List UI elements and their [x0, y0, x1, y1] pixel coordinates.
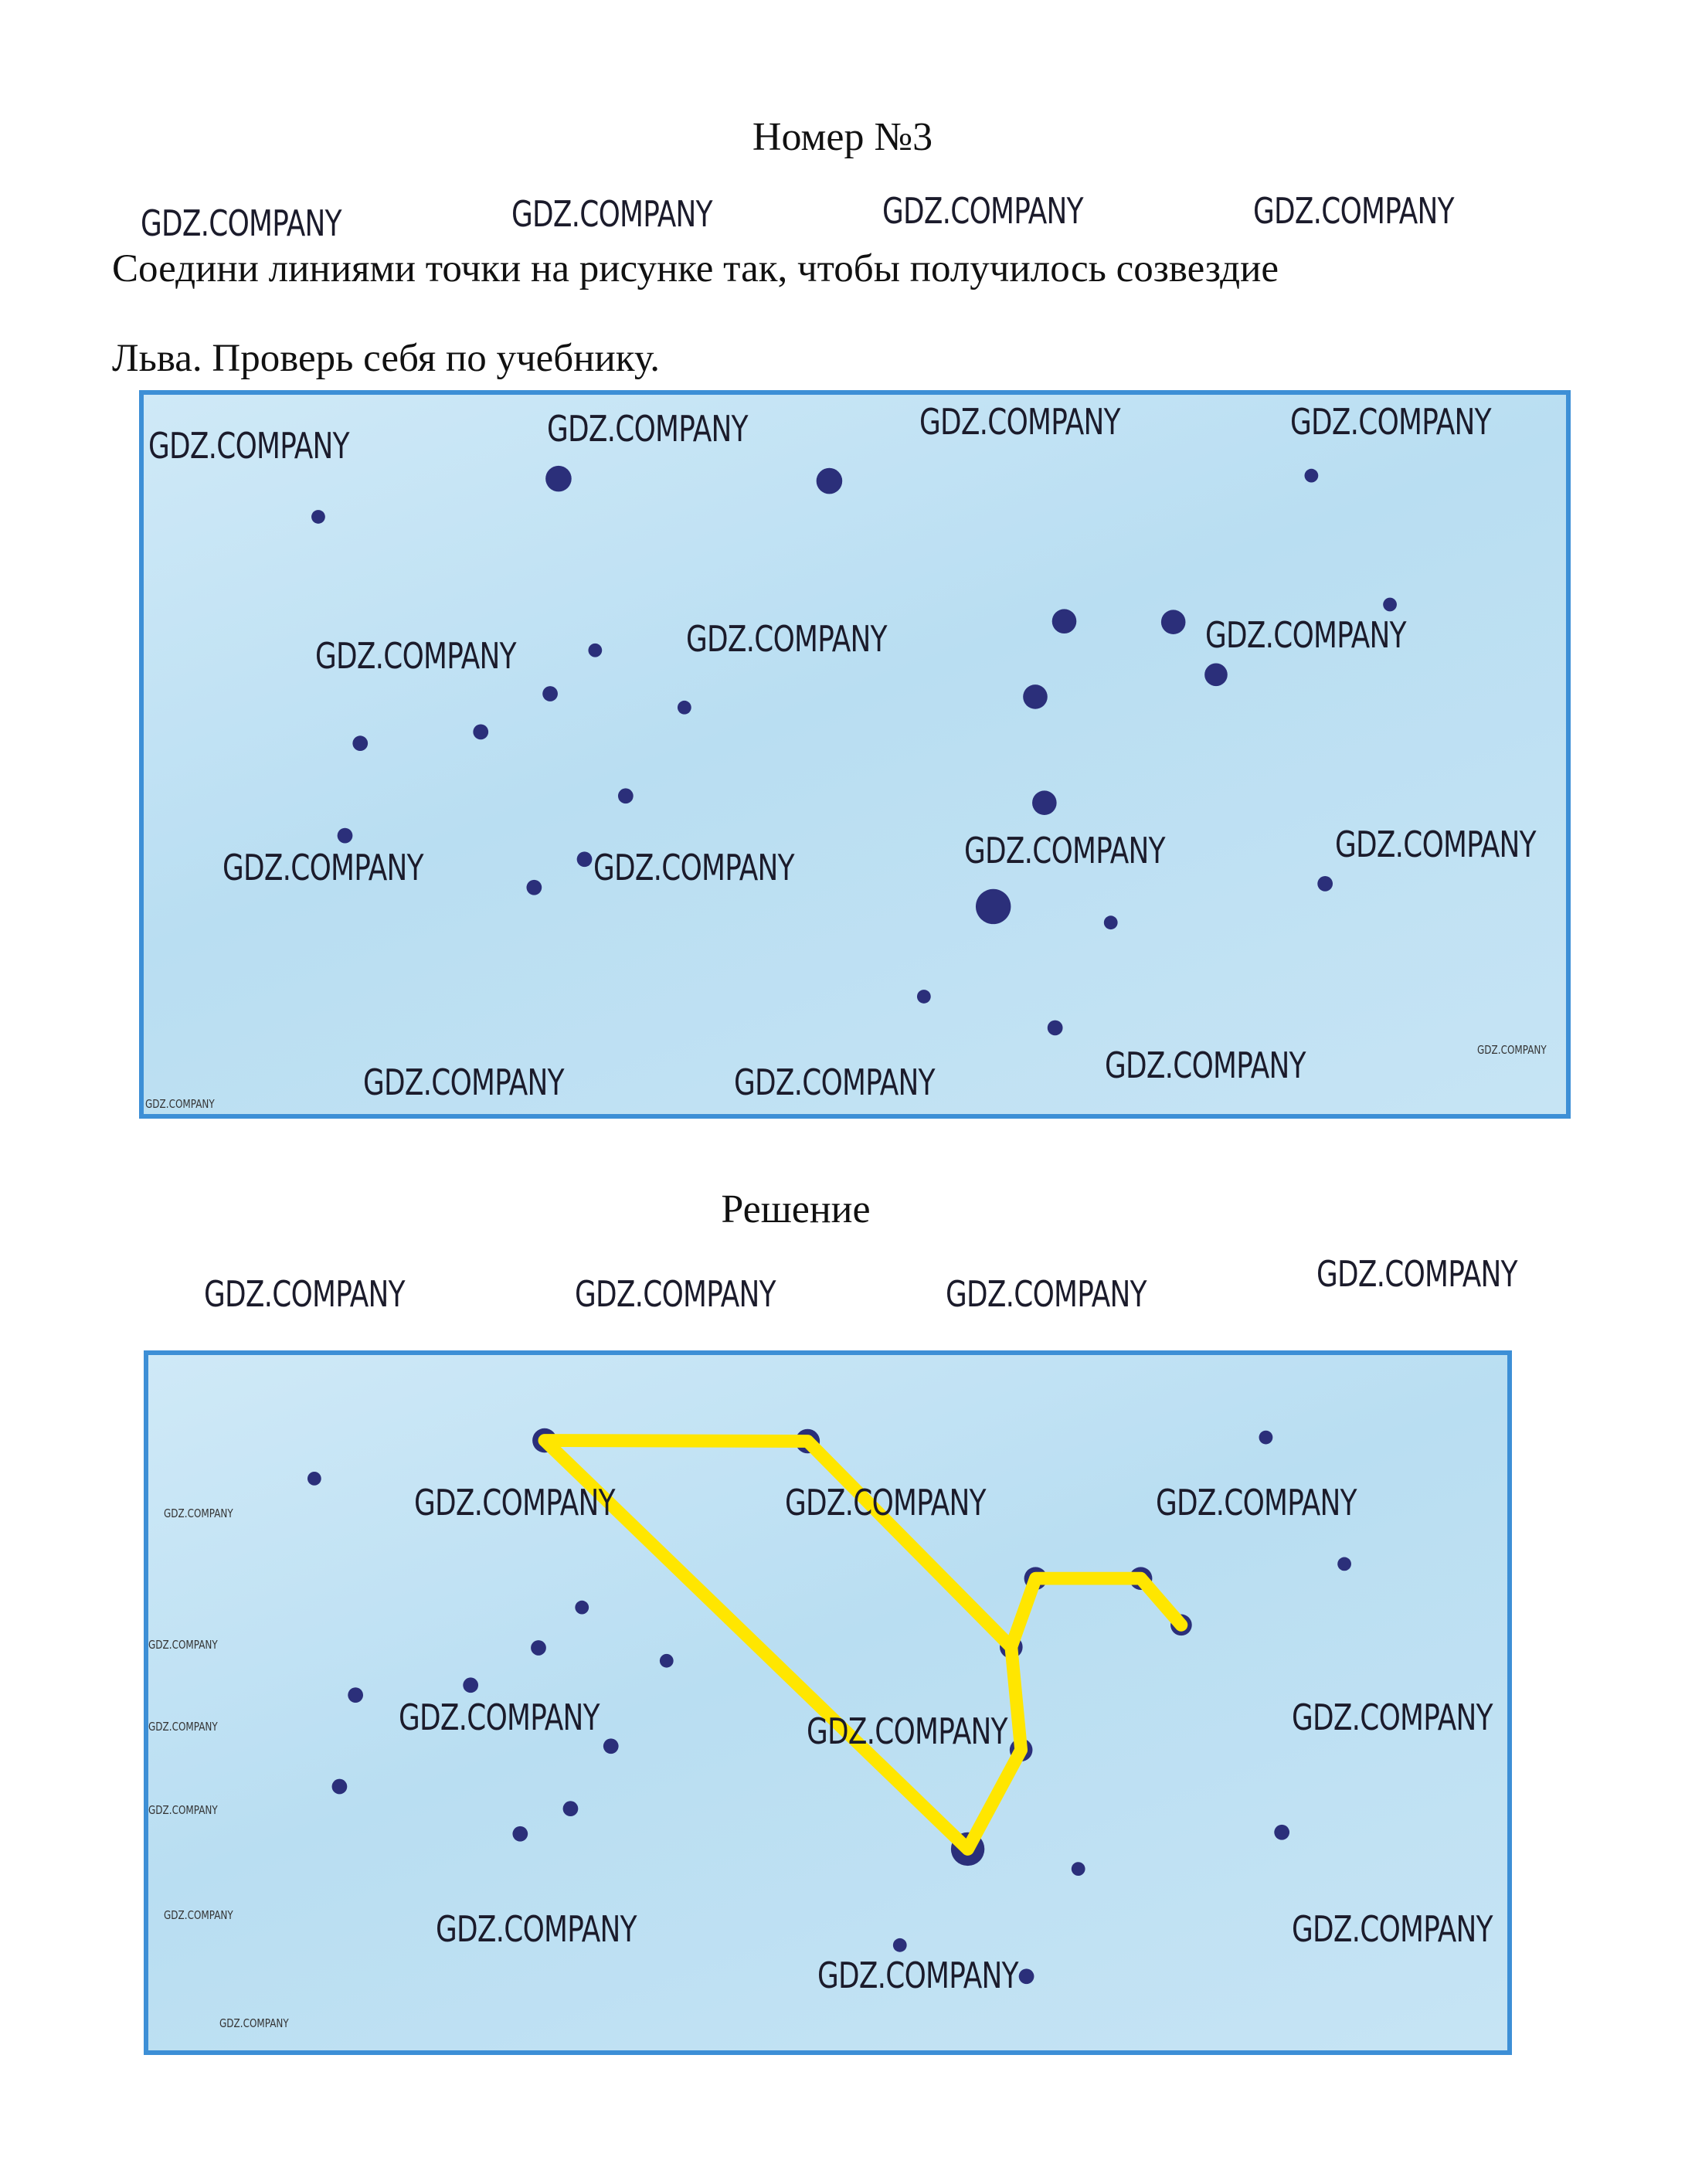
star: [1048, 1021, 1063, 1036]
star: [348, 1687, 363, 1703]
star: [1383, 598, 1397, 612]
star: [1259, 1431, 1273, 1445]
star: [338, 828, 353, 844]
star: [352, 735, 368, 751]
watermark-small: GDZ.COMPANY: [148, 1803, 218, 1817]
star: [545, 466, 572, 492]
leo-constellation-line: [1011, 1578, 1181, 1647]
watermark: GDZ.COMPANY: [1253, 190, 1454, 232]
task-text: [112, 224, 1580, 403]
watermark-small: GDZ.COMPANY: [148, 1720, 218, 1734]
star: [512, 1826, 528, 1842]
star: [917, 990, 931, 1004]
task-line-2: Льва. Проверь себя по учебнику.: [112, 337, 660, 380]
star: [526, 880, 542, 895]
star: [577, 851, 593, 867]
star: [542, 686, 558, 701]
watermark: GDZ.COMPANY: [204, 1273, 405, 1315]
star: [563, 1801, 579, 1816]
star: [463, 1677, 478, 1693]
watermark: GDZ.COMPANY: [964, 830, 1165, 871]
watermark: GDZ.COMPANY: [807, 1710, 1007, 1752]
watermark: GDZ.COMPANY: [436, 1908, 637, 1950]
watermark: GDZ.COMPANY: [882, 190, 1083, 232]
watermark: GDZ.COMPANY: [686, 618, 887, 660]
watermark: GDZ.COMPANY: [315, 635, 516, 677]
star: [311, 510, 325, 524]
star: [1023, 684, 1048, 709]
watermark: GDZ.COMPANY: [785, 1482, 986, 1523]
watermark: GDZ.COMPANY: [547, 408, 748, 450]
star: [473, 725, 488, 740]
watermark: GDZ.COMPANY: [1292, 1697, 1493, 1738]
watermark-small: GDZ.COMPANY: [145, 1097, 215, 1111]
watermark: GDZ.COMPANY: [141, 202, 341, 244]
star: [817, 468, 843, 494]
watermark: GDZ.COMPANY: [1156, 1482, 1357, 1523]
star: [678, 701, 691, 715]
watermark: GDZ.COMPANY: [1292, 1908, 1493, 1950]
star-map-task: [139, 390, 1571, 1119]
watermark-small: GDZ.COMPANY: [148, 1638, 218, 1652]
watermark: GDZ.COMPANY: [817, 1955, 1018, 1996]
watermark: GDZ.COMPANY: [414, 1482, 615, 1523]
star: [1052, 609, 1077, 633]
watermark: GDZ.COMPANY: [946, 1273, 1147, 1315]
star: [588, 644, 602, 657]
star: [575, 1601, 589, 1615]
watermark: GDZ.COMPANY: [593, 847, 794, 888]
watermark: GDZ.COMPANY: [148, 425, 349, 467]
watermark: GDZ.COMPANY: [511, 193, 712, 235]
watermark-small: GDZ.COMPANY: [219, 2016, 289, 2030]
watermark: GDZ.COMPANY: [1335, 824, 1536, 865]
star: [1274, 1825, 1289, 1840]
watermark: GDZ.COMPANY: [363, 1061, 564, 1103]
star: [1104, 915, 1118, 929]
watermark: GDZ.COMPANY: [1316, 1253, 1517, 1295]
page-title: Номер №3: [752, 115, 933, 159]
watermark: GDZ.COMPANY: [734, 1061, 935, 1103]
watermark: GDZ.COMPANY: [1105, 1044, 1306, 1086]
star-field: [144, 395, 1566, 1114]
watermark: GDZ.COMPANY: [1205, 614, 1406, 656]
star: [332, 1779, 348, 1795]
watermark: GDZ.COMPANY: [919, 401, 1120, 443]
watermark: GDZ.COMPANY: [223, 847, 423, 888]
star: [893, 1938, 907, 1952]
star: [1019, 1968, 1034, 1984]
star: [1204, 664, 1228, 687]
star: [660, 1654, 674, 1668]
star: [1072, 1862, 1085, 1876]
star: [618, 788, 634, 803]
star: [1317, 876, 1333, 892]
watermark-small: GDZ.COMPANY: [1477, 1043, 1547, 1057]
star: [531, 1640, 546, 1656]
watermark: GDZ.COMPANY: [399, 1697, 600, 1738]
star: [1337, 1557, 1351, 1571]
solution-title: Решение: [721, 1187, 871, 1231]
task-line-1: Соедини линиями точки на рисунке так, чтобы получилось созвездие: [112, 247, 1279, 290]
watermark-small: GDZ.COMPANY: [164, 1908, 233, 1922]
watermark: GDZ.COMPANY: [1290, 401, 1491, 443]
star: [603, 1738, 619, 1754]
star: [307, 1472, 321, 1486]
star: [1304, 469, 1318, 483]
star: [976, 889, 1011, 924]
watermark-small: GDZ.COMPANY: [164, 1506, 233, 1520]
star: [1032, 790, 1057, 815]
star: [1161, 610, 1186, 634]
watermark: GDZ.COMPANY: [575, 1273, 776, 1315]
